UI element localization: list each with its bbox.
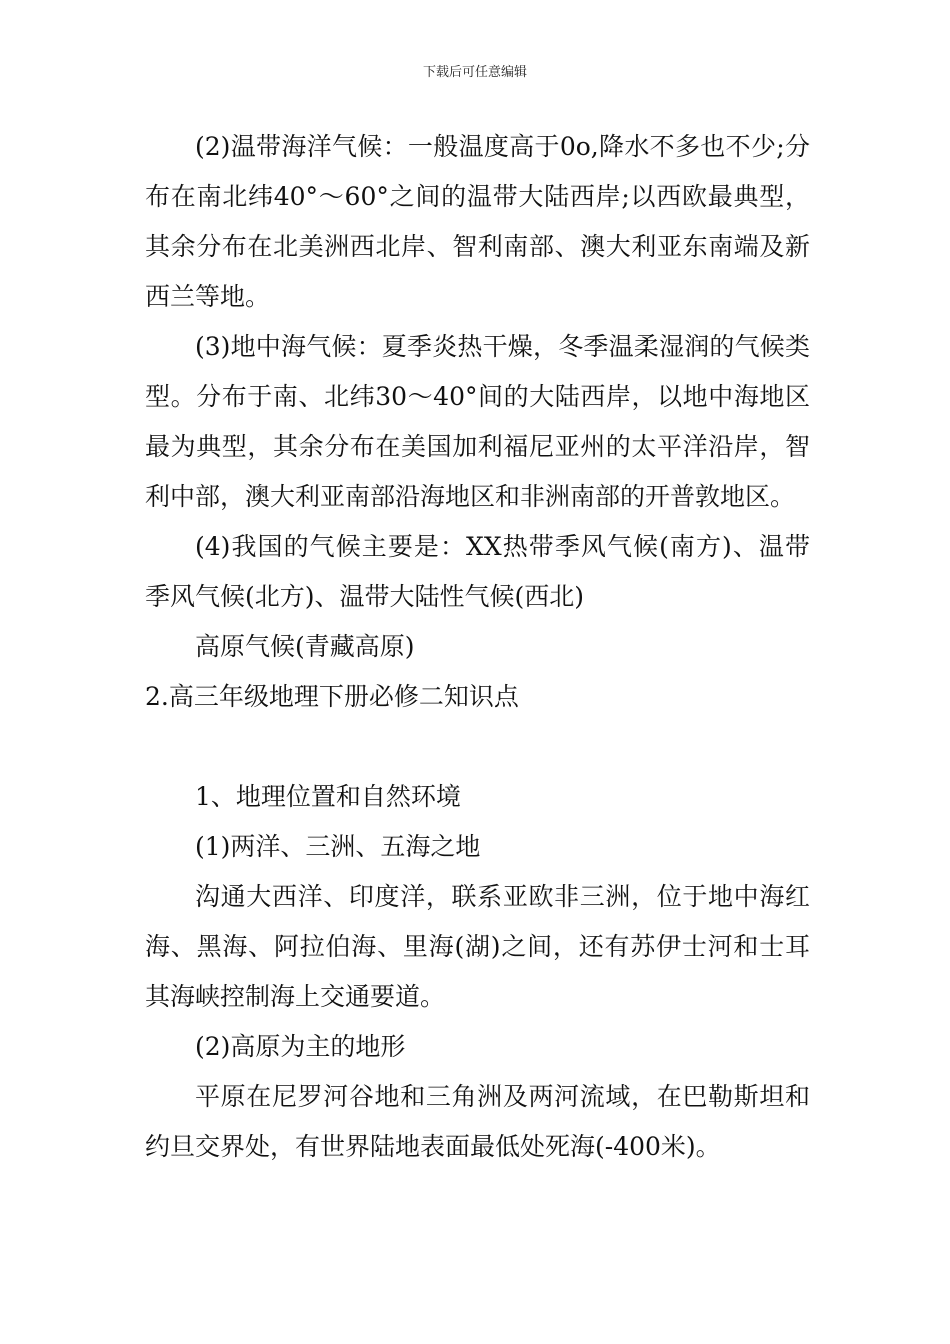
paragraph-china-climate: (4)我国的气候主要是：XX热带季风气候(南方)、温带季风气候(北方)、温带大陆性气候(西北) <box>145 532 810 611</box>
paragraph-plains-dead-sea: 平原在尼罗河谷地和三角洲及两河流域，在巴勒斯坦和约旦交界处，有世界陆地表面最低处死海(-400米)。 <box>145 1082 810 1161</box>
subheading-plateau-terrain: (2)高原为主的地形 <box>195 1032 406 1061</box>
blank-line <box>145 722 810 772</box>
paragraph-plateau-climate: 高原气候(青藏高原) <box>195 632 415 661</box>
paragraph-temperate-oceanic-climate: (2)温带海洋气候：一般温度高于0o,降水不多也不少;分布在南北纬40°～60°之间的温带大陆西岸;以西欧最典型，其余分布在北美洲西北岸、智利南部、澳大利亚东南端及新西兰等地。 <box>145 132 810 311</box>
page-header: 下载后可任意编辑 <box>422 65 527 80</box>
section-heading: 2.高三年级地理下册必修二知识点 <box>145 682 519 711</box>
paragraph-oceans-continents: 沟通大西洋、印度洋，联系亚欧非三洲，位于地中海红海、黑海、阿拉伯海、里海(湖)之间，还有苏伊士河和士耳其海峡控制海上交通要道。 <box>145 882 810 1011</box>
subheading-two-oceans: (1)两洋、三洲、五海之地 <box>195 832 481 861</box>
document-body <box>145 122 810 1172</box>
paragraph-mediterranean-climate: (3)地中海气候：夏季炎热干燥，冬季温柔湿润的气候类型。分布于南、北纬30～40°间的大陆西岸，以地中海地区最为典型，其余分布在美国加利福尼亚州的太平洋沿岸，智利中部，澳大利亚南部沿海地区和非洲南部的开普敦地区。 <box>145 332 810 511</box>
subheading-location-environment: 1、地理位置和自然环境 <box>195 782 461 811</box>
